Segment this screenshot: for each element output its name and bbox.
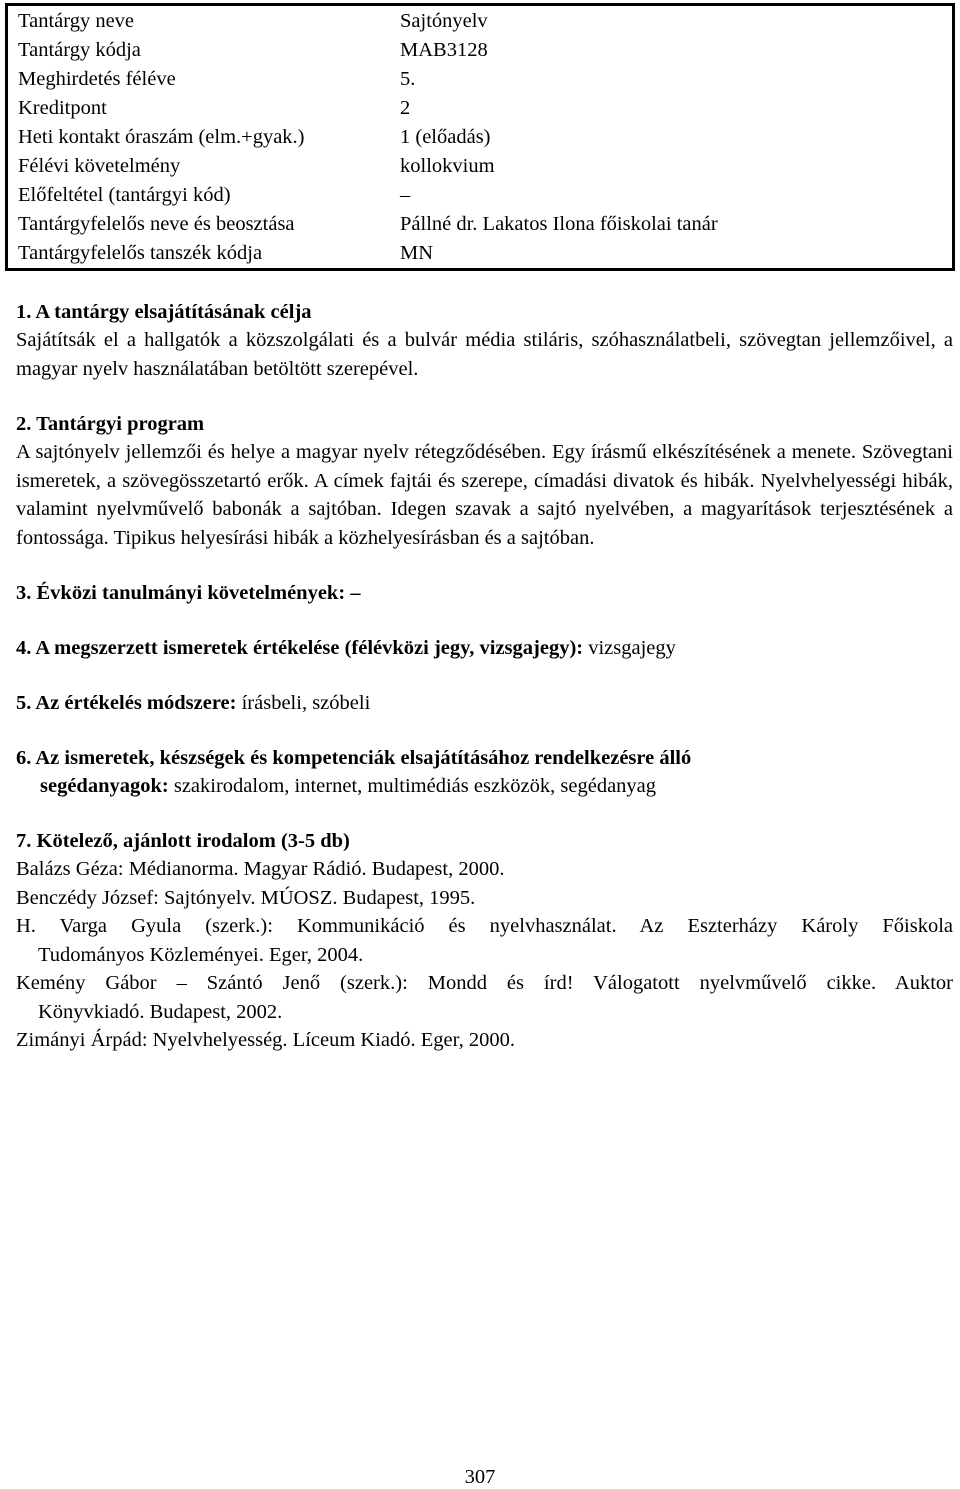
table-row [7,181,954,210]
list-item [16,1026,953,1055]
section-title: 1. A tantárgy elsajátításának célja [16,301,312,323]
reference-text: Könyvkiadó. Budapest, 2002. [38,1000,283,1023]
list-item [16,855,953,884]
row-value: MAB3128 [400,38,488,61]
row-label: Félévi követelmény [18,155,181,178]
row-label: Tantárgy neve [18,9,135,32]
row-value: Pállné dr. Lakatos Ilona főiskolai tanár [400,213,718,236]
reference-text: Benczédy József: Sajtónyelv. MÚOSZ. Budapest, 1995. [16,886,476,909]
table-row [7,152,954,181]
row-value: 1 (előadás) [400,125,491,148]
row-value: kollokvium [400,155,495,178]
row-label: Heti kontakt óraszám (elm.+gyak.) [18,125,305,148]
section-title-text: segédanyagok: [40,775,169,797]
list-item [16,912,953,941]
reference-text: Kemény Gábor – Szántó Jenő (szerk.): Mondd és írd! Válogatott nyelvművelő cikke. Auktor [16,972,953,994]
section-value: írásbeli, szóbeli [236,692,371,714]
table-row [7,93,954,122]
section-value: szakirodalom, internet, multimédiás eszközök, segédanyag [168,775,657,797]
section-title-continued [16,772,953,800]
section-title [16,689,953,717]
row-value: MN [400,242,434,265]
table-row [7,239,954,270]
section-materials [16,744,953,800]
row-label: Kreditpont [18,96,107,119]
section-method [16,689,953,717]
table-row [7,35,954,64]
section-title: 7. Kötelező, ajánlott irodalom (3-5 db) [16,830,350,852]
table-row [7,122,954,151]
section-title [16,634,953,662]
section-requirements [16,579,953,607]
reference-text: Zimányi Árpád: Nyelvhelyesség. Líceum Kiadó. Eger, 2000. [16,1029,516,1051]
row-label: Előfeltétel (tantárgyi kód) [18,184,231,207]
row-label: Tantárgyfelelős neve és beosztása [18,213,295,236]
section-value: vizsgajegy [583,637,676,659]
section-title: 2. Tantárgyi program [16,413,205,435]
table-row [7,64,954,93]
row-value: 5. [400,67,416,90]
list-item-continued [16,998,953,1027]
list-item-continued [16,941,953,970]
reference-text: Tudományos Közleményei. Eger, 2004. [38,943,364,966]
row-value: Sajtónyelv [400,9,488,32]
section-title-text: 4. A megszerzett ismeretek értékelése (félévközi jegy, vizsgajegy): [16,637,584,659]
row-value: – [400,184,411,207]
list-item [16,969,953,998]
table-row [7,210,954,239]
row-value: 2 [400,96,411,119]
reference-list [16,855,953,1055]
row-label: Tantárgyfelelős tanszék kódja [18,242,263,265]
section-body: A sajtónyelv jellemzői és helye a magyar nyelv rétegződésében. Egy írásmű elkészítésének a menete. Szövegtani ismeretek, a szövegösszetartó erők. A címek fajtái és szerepe, címadási divatok és hibák. Nyelvhelyességi hibák, valamint nyelvművelő babonák a sajtóban. Idegen szavak a sajtó nyelvében, a magyarítások terjesztésének a fontossága. Tipikus helyesírási hibák a közhelyesírásban és a sajtóban. [16,441,953,549]
section-title: 3. Évközi tanulmányi követelmények: – [16,582,361,604]
table-row [7,5,954,36]
section-goal [16,298,953,383]
reference-text: Balázs Géza: Médianorma. Magyar Rádió. Budapest, 2000. [16,858,505,880]
row-label: Tantárgy kódja [18,38,141,61]
row-label: Meghirdetés féléve [18,67,176,90]
section-body: Sajátítsák el a hallgatók a közszolgálati és a bulvár média stiláris, szóhasználatbeli, szövegtan jellemzőivel, a magyar nyelv használatában betöltött szerepével. [16,329,953,380]
section-title: 6. Az ismeretek, készségek és kompetenciák elsajátításához rendelkezésre álló [16,747,692,769]
reference-text: H. Varga Gyula (szerk.): Kommunikáció és nyelvhasználat. Az Eszterházy Károly Főiskola [16,915,953,937]
list-item [16,884,953,913]
page-number: 307 [464,1466,496,1488]
section-title-text: 5. Az értékelés módszere: [16,692,237,714]
section-literature [16,827,953,1055]
course-info-table [5,3,955,271]
document-content [16,298,953,1055]
section-evaluation [16,634,953,662]
section-program [16,410,953,552]
